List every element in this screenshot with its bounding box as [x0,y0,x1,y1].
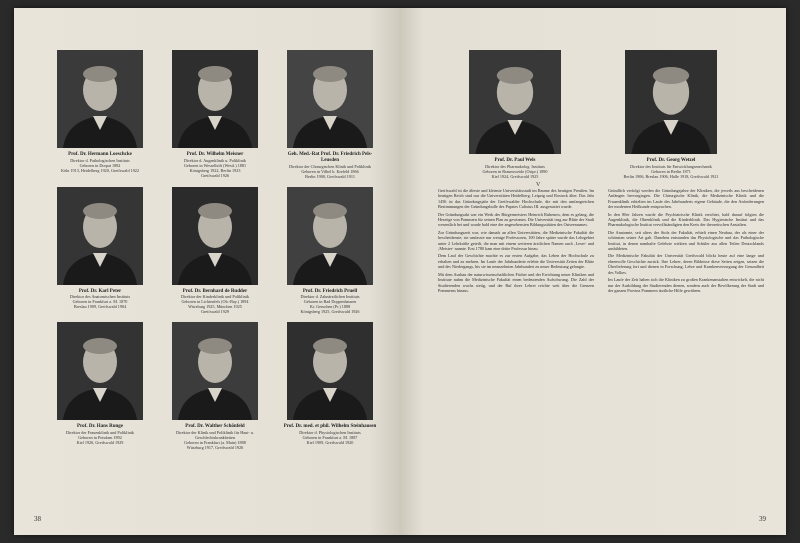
portrait-photo [469,50,561,154]
paragraph: Die Medizinische Fakultät der Universität Greifswald blickt heute auf eine lange und ehrenvolle Geschichte zurück. Ihre Lehrer, deren Bildnisse diese Seiten zeigen, setzen die Überlieferung fort und dienen in Forschung, Lehre und Krankenversorgung der Gesundheit des Volkes. [608,253,764,275]
paragraph: Greifswald ist die älteste und kleinste Universitätsstadt im Raume des heutigen Preußen. Im heutigen Reich sind nur die Universitäten Heidelberg, Leipzig und Rostock älter. Das Jahr 1456 ist das Gründungsjahr der Greifswalder Hochschule, die mit den umfangreichen Bestimmungen der Gründungsbulle des Papstes Calixtus III. ausgestattet wurde. [438,188,594,210]
portrait-name: Prof. Dr. Bernhard de Rudder [182,288,248,294]
portrait-name: Prof. Dr. Georg Wetzel [646,158,696,163]
portrait-caption: Direktor d. Augenklinik u. Poliklinik [184,157,246,163]
portrait-photo [287,50,373,148]
portrait-card [611,50,731,179]
text-column [608,188,764,510]
portrait-caption: Direktor der Frauenklinik und Poliklinik [66,430,134,436]
portrait-card [50,322,150,450]
portrait-name: Prof. Dr. Karl Peter [78,288,122,294]
portrait-name: Prof. Dr. Paul Wels [494,158,536,163]
portrait-caption: Köln 1913, Heidelberg 1920, Greifswald 1922 [61,167,139,173]
portrait-caption: Breslau 1909, Greifswald 1904 [73,304,127,310]
portrait-photo [172,322,258,420]
portrait-photo [57,50,143,148]
paragraph: Zur Gründungszeit war, wie damals an allen Universitäten, die Medizinische Fakultät die bescheidenste; sie umfasste nur wenige Professoren, 100 Jahre später wurde das Lehrgebiet unter 2 Lehrkräfte geteilt, die man mit einem weiteren ärztlichen Namen auch ‚Leser‘ und ‚Meister‘ nannte. Erst 1780 kam eine dritte Professur hinzu. [438,229,594,252]
portrait-photo [172,187,258,285]
portrait-caption: Geboren in Berlin 1871 [651,168,691,174]
portrait-caption: Kiel 1926, Greifswald 1929 [76,440,124,446]
portrait-name: Prof. Dr. Hermann Loeschcke [68,152,132,157]
portrait-caption: Würzburg 1925, München 1925 [188,304,242,310]
portrait-name: Prof. Dr. Wilhelm Meisner [186,152,244,157]
portrait-card [165,322,265,450]
portrait-caption: Geboren in Vilbel b. Krefeld 1866 [301,168,359,174]
portrait-caption: Greifswald 1929 [200,309,230,315]
portrait-caption: Greifswald 1926 [200,172,230,178]
portrait-photo [57,187,143,285]
portrait-row [50,50,380,179]
portrait-caption: Direktor der Klinik und Poliklinik für Haut- u. Geschlechtskrankheiten [176,430,254,441]
portrait-caption: Geboren in Frankfurt a. M. 1870 [72,299,128,305]
portrait-caption: Berlin 1900, Greifswald 1911 [305,173,355,179]
portrait-card [280,187,380,315]
portrait-caption: Direktor d. Zahnärztlichen Instituts [300,294,360,300]
paragraph: Im Laufe der Zeit haben sich die Kliniken zu großen Krankenanstalten entwickelt, die nicht nur der Ausbildung der Studierenden dienen, sondern auch der Bevölkerung der Stadt und der ganzen Provinz Pommern ärztliche Hilfe gewähren. [608,277,764,293]
portrait-caption: Direktor des Anatomischen Instituts [69,294,131,300]
portrait-caption: Geboren in Braunsweide (Ostpr.) 1890 [482,168,548,174]
portrait-caption: Direktor der Kinderklinik und Poliklinik [181,294,249,300]
portrait-card [165,50,265,179]
portrait-caption: Geboren in Dorpat 1882 [79,162,121,168]
paragraph: In den 80er Jahren wurde die Psychiatrische Klinik errichtet, bald darauf folgten die Augenklinik, die Ohrenklinik und die Kinderklinik. Das Hygienische Institut und das Pharmakologische Institut vervollständigten den Kreis der theoretischen Anstalten. [608,211,764,228]
paragraph: Die Anatomie, seit alters der Stolz der Fakultät, erhielt einen Neubau, der als einer der schönsten seiner Art galt. Daneben entstanden das Physiologische und das Pathologische Institut, in denen namhafte Gelehrte wirkten und Schüler aus allen Teilen Deutschlands ausbildeten. [608,229,764,252]
portrait-caption: Würzburg 1917, Greifswald 1926 [186,445,244,451]
portrait-caption: Direktor d. Pathologischen Instituts [70,157,130,163]
portrait-photo [57,322,143,420]
paragraph: Dem Lauf der Geschichte machte es zur ersten Aufgabe, das Leben der Hochschule zu erhalten und zu mehren. Im Laufe der Jahrhunderte erlebte die Universität Zeiten der Blüte und des Niedergangs, bis sie im neunzehnten Jahrhundert zu neuer Bedeutung gelangte. [438,253,594,270]
portrait-row [50,322,380,450]
portrait-caption: Königsberg 1925, Greifswald 1926 [300,309,360,315]
paragraph: Der Gründungsakt war ein Werk des Bürgermeisters Heinrich Rubenow, dem es gelang, die Herzöge von Pommern für seinen Plan zu gewinnen. Die Universität trug zur Blüte der Stadt wesentlich bei und wurde bald eine der angesehensten Bildungsstätten des Ostseeraumes. [438,211,594,228]
portrait-name: Geh. Med.-Rat Prof. Dr. Friedrich Pels-Leusden [287,152,373,163]
portrait-caption: Direktor der Chirurgischen Klinik und Poliklinik [289,163,371,169]
portrait-photo [625,50,717,154]
portrait-caption: Kr. Geruchen (Pr.) 1888 [309,304,351,310]
book-spread [14,8,786,535]
portrait-card [455,50,575,179]
portrait-photo [287,187,373,285]
portrait-caption: Geboren in Frankfurt a. M. 1887 [302,435,358,441]
portrait-caption: Direktor d. Physiologischen Instituts [299,430,361,436]
paragraph: Gründlich verfolgt werden die Gründungsjahre der Kliniken, die jeweils aus bescheidenen Anfängen hervorgingen. Die Chirurgische Klinik, die Medizinische Klinik und die Frauenklinik erhielten im Laufe des Jahrhunderts eigene Gebäude, die den Anforderungen der modernen Heilkunde entsprachen. [608,188,764,210]
paragraph: Mit dem Ausbau der naturwissenschaftlichen Fächer und der Errichtung neuer Kliniken und Institute nahm die Medizinische Fakultät einen bedeutenden Aufschwung. Die Zahl der Studierenden wuchs stetig, und der Ruf ihrer Lehrer reichte weit über die Grenzen Pommerns hinaus. [438,271,594,293]
portrait-caption: Direktor des Instituts für Entwicklungsmechanik [630,163,712,169]
portrait-photo [172,50,258,148]
right-page [400,8,786,535]
portrait-caption: Berlin 1906, Breslau 1906, Halle 1918, Greifswald 1921 [623,173,719,179]
portrait-card [280,50,380,179]
portrait-caption: Königsberg 1922, Berlin 1923 [189,167,241,173]
portrait-card [50,50,150,179]
portrait-name: Prof. Dr. med. et phil. Wilhelm Steinhausen [283,424,377,430]
portrait-caption: Kiel 1924, Greifswald 1925 [491,173,539,179]
portrait-caption: Geboren in Wesselhöft (Westf.) 1881 [183,162,247,168]
left-page [14,8,400,535]
article-body [438,188,764,510]
portrait-name: Prof. Dr. Walther Schönfeld [185,424,245,430]
portrait-grid [50,50,380,458]
portrait-name: Prof. Dr. Hans Runge [77,424,123,430]
portrait-row [50,187,380,315]
section-mark: V [536,182,541,188]
page-number: 38 [34,515,41,523]
portrait-caption: Geboren in Lichtenfels (Ob.-Bay.) 1894 [181,299,249,305]
portrait-card [165,187,265,315]
portrait-caption: Direktor des Pharmakolog. Instituts [485,163,545,169]
portrait-photo [287,322,373,420]
portrait-caption: Geboren in Bad Doppenhausen [303,299,357,305]
portrait-caption: Geboren in Potsdam 1892 [78,435,122,441]
portrait-name: Prof. Dr. Friedrich Pruell [302,288,358,294]
portrait-caption: Geboren in Frankfurt (a. Main) 1888 [184,440,246,446]
portrait-caption: Kiel 1909, Greifswald 1920 [306,440,354,446]
portrait-row [400,50,786,179]
portrait-card [50,187,150,315]
page-number: 39 [759,515,766,523]
portrait-card [280,322,380,450]
text-column [438,188,594,510]
